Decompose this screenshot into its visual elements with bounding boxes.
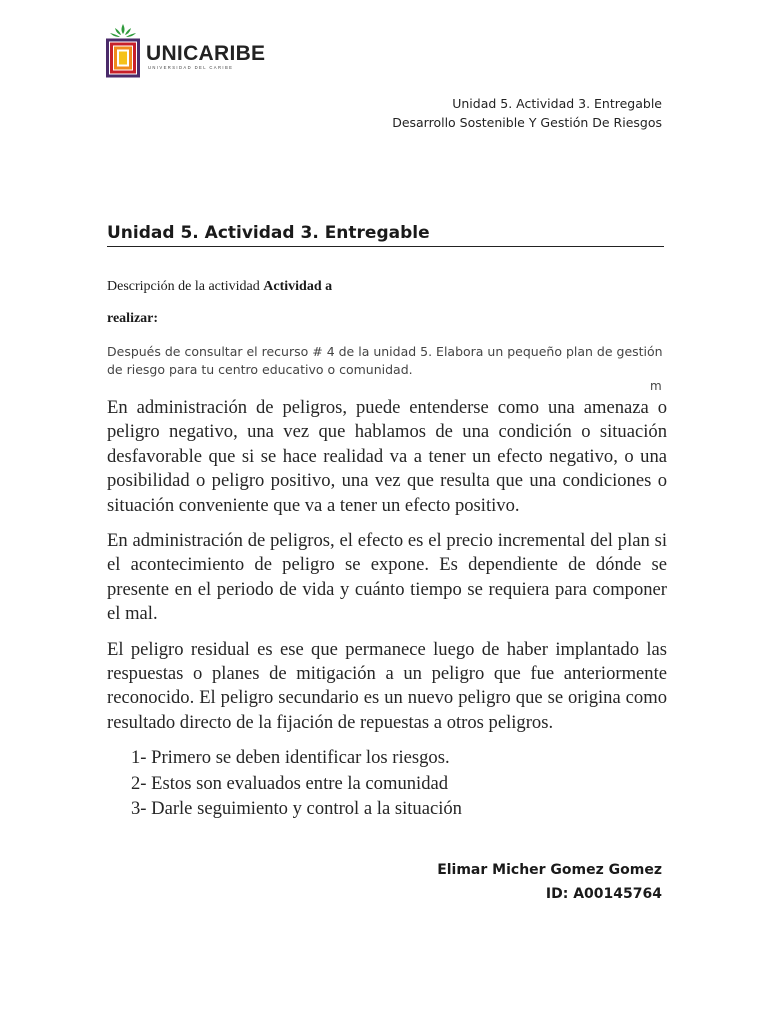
step-item-2: 2- Estos son evaluados entre la comunidad [131, 772, 449, 794]
document-header [392, 94, 662, 132]
page-title: Unidad 5. Actividad 3. Entregable [107, 223, 664, 247]
activity-description [107, 279, 332, 295]
description-continuation: realizar: [107, 311, 159, 326]
logo-subtitle: UNIVERSIDAD DEL CARIBE [148, 65, 234, 70]
author-id: ID: A00145764 [545, 886, 662, 902]
author-name: Elimar Micher Gomez Gomez [437, 862, 662, 878]
body-paragraph-1: En administración de peligros, puede entenderse como una amenaza o peligro negativo, una vez que hablamos de una condición o situación desfavorable que si se hace realidad va a tener un efecto negativo, o una posibilidad o peligro positivo, una vez que resulta que una condiciones o situación conveniente que va a tener un efecto positivo. [107, 397, 667, 516]
step-item-1: 1- Primero se deben identificar los riesgos. [131, 747, 450, 769]
header-line-course: Desarrollo Sostenible Y Gestión De Riesgos [392, 115, 662, 130]
unicaribe-emblem-icon [106, 22, 140, 78]
description-bold: Actividad a [263, 279, 333, 294]
author-block [437, 858, 662, 906]
logo-name: UNICARIBE [146, 42, 266, 65]
stray-character: m [650, 379, 662, 393]
steps-list [107, 746, 667, 821]
description-label: Descripción de la actividad [107, 279, 260, 294]
university-logo [106, 22, 266, 80]
activity-instruction: Después de consultar el recurso # 4 de la unidad 5. Elabora un pequeño plan de gestión de riesgo para tu centro educativo o comunidad. [107, 344, 663, 377]
scanned-text-block [107, 396, 667, 823]
body-paragraph-2: En administración de peligros, el efecto es el precio incremental del plan si el acontecimiento de peligro se expone. Es dependiente de dónde se presente en el periodo de vida y cuánto tiempo se requiera para componer el mal. [107, 530, 667, 625]
body-paragraph-3: El peligro residual es ese que permanece luego de haber implantado las respuestas o planes de mitigación a un peligro que fue anteriormente reconocido. El peligro secundario es un nuevo peligro que se origina como resultado directo de la fijación de repuestas a otros peligros. [107, 638, 667, 733]
step-item-3: 3- Darle seguimiento y control a la situación [131, 798, 462, 820]
header-line-unit: Unidad 5. Actividad 3. Entregable [452, 96, 662, 111]
